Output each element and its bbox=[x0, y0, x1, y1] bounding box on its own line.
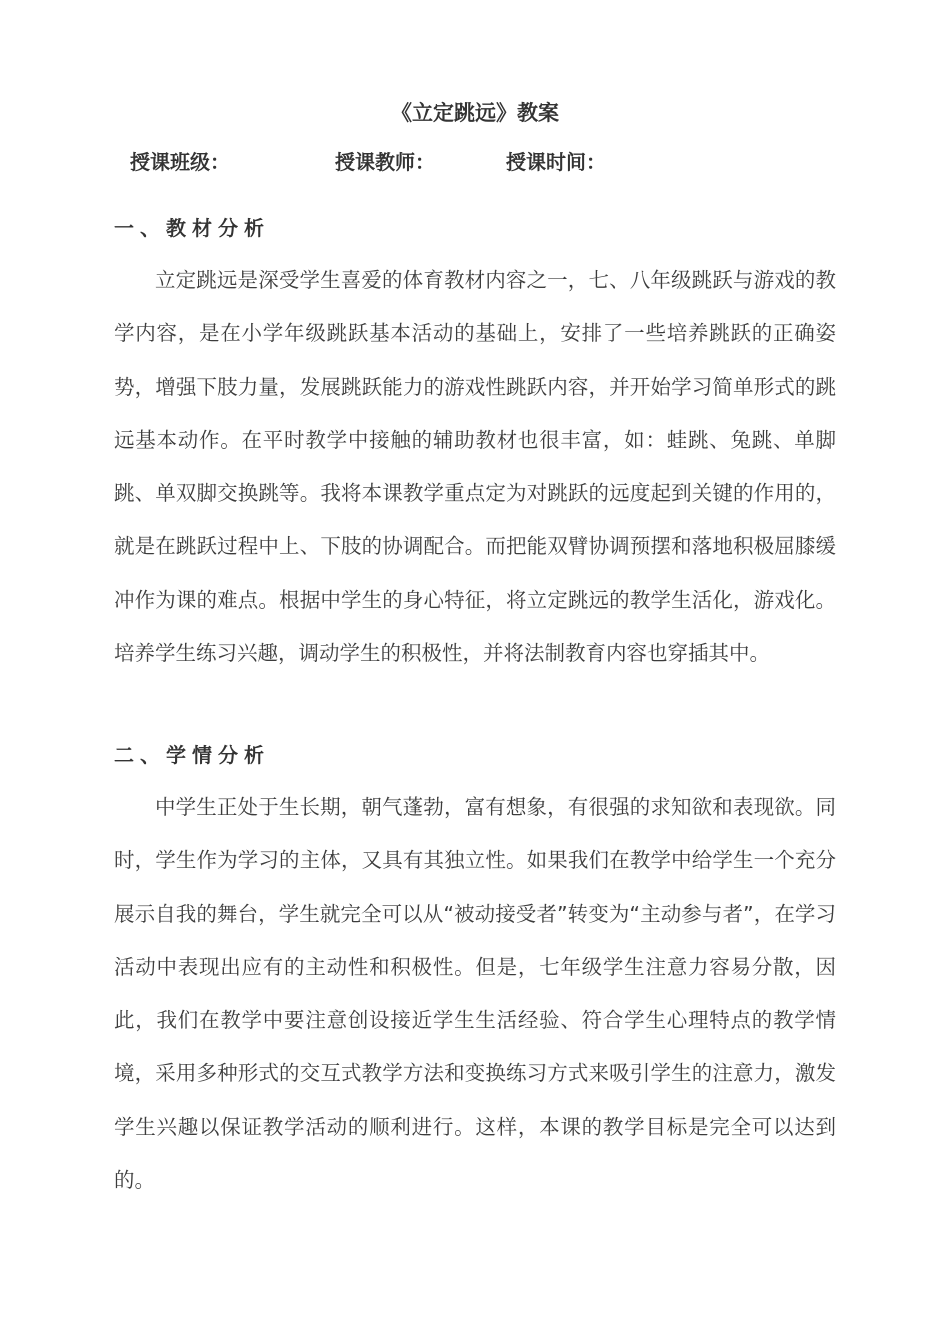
section-heading-textbook-analysis: 一、教材分析 bbox=[114, 216, 270, 240]
section-paragraph-textbook-analysis: 立定跳远是深受学生喜爱的体育教材内容之一，七、八年级跳跃与游戏的教学内容，是在小学年级跳跃基本活动的基础上，安排了一些培养跳跃的正确姿势，增强下肢力量，发展跳跃能力的游戏性跳跃内容，并开始学习简单形式的跳远基本动作。在平时教学中接触的辅助教材也很丰富，如：蛙跳、兔跳、单脚跳、单双脚交换跳等。我将本课教学重点定为对跳跃的远度起到关键的作用的，就是在跳跃过程中上、下肢的协调配合。而把能双臂协调预摆和落地积极屈膝缓冲作为课的难点。根据中学生的身心特征，将立定跳远的教学生活化，游戏化。培养学生练习兴趣，调动学生的积极性，并将法制教育内容也穿插其中。 bbox=[114, 268, 836, 666]
time-label: 授课时间： bbox=[506, 150, 606, 174]
teacher-label: 授课教师： bbox=[335, 150, 435, 174]
section-paragraph-student-analysis: 中学生正处于生长期，朝气蓬勃，富有想象，有很强的求知欲和表现欲。同时，学生作为学习的主体，又具有其独立性。如果我们在教学中给学生一个充分展示自我的舞台，学生就完全可以从“被动接受者”转变为“主动参与者”，在学习活动中表现出应有的主动性和积极性。但是，七年级学生注意力容易分散，因此，我们在教学中要注意创设接近学生生活经验、符合学生心理特点的教学情境，采用多种形式的交互式教学方法和变换练习方式来吸引学生的注意力，激发学生兴趣以保证教学活动的顺利进行。这样，本课的教学目标是完全可以达到的。 bbox=[114, 795, 836, 1193]
section-heading-student-analysis: 二、学情分析 bbox=[114, 743, 270, 767]
document-title: 《立定跳远》教案 bbox=[391, 101, 559, 125]
class-label: 授课班级： bbox=[130, 150, 230, 174]
